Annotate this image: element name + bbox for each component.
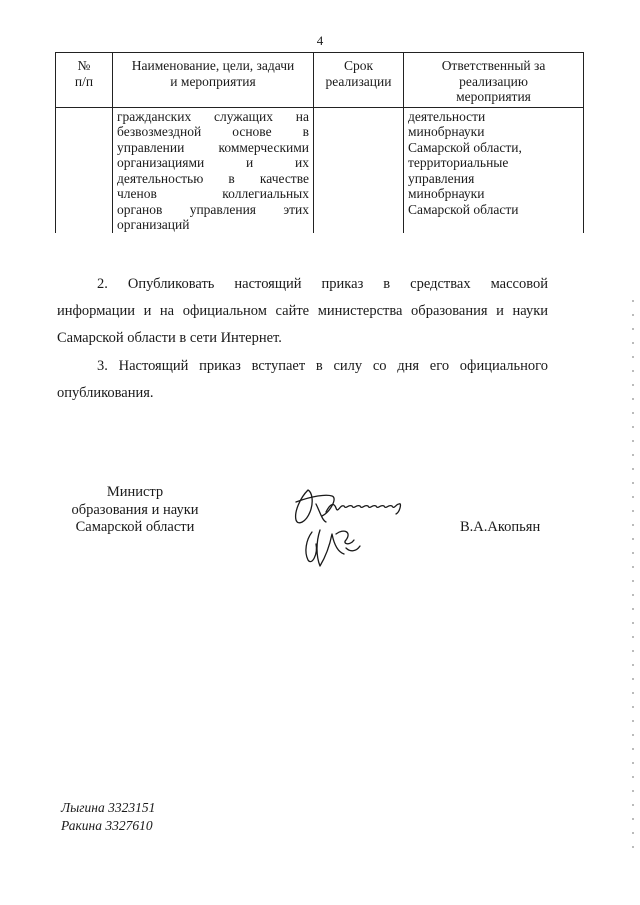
cell-resp-line: Самарской области,: [408, 139, 522, 155]
cell-term: [314, 107, 404, 233]
cell-resp-line: Самарской области: [408, 201, 519, 217]
signer-title: [50, 484, 220, 537]
table-header-row: [56, 53, 584, 108]
paragraph-line: 3. Настоящий приказ вступает в силу со дня его официального: [97, 358, 548, 374]
scan-edge-marks: [632, 300, 634, 860]
cell-name-line: гражданских служащих на: [117, 108, 309, 124]
header-responsible: [404, 53, 584, 108]
header-term-line: реализации: [325, 73, 392, 89]
header-name: [113, 53, 314, 108]
cell-responsible: [404, 107, 584, 233]
paragraph-line: опубликования.: [57, 385, 154, 401]
cell-name-line: деятельностью в качестве: [117, 170, 309, 186]
cell-name-line: органов управления этих: [117, 201, 309, 217]
cell-resp-line: деятельности: [408, 108, 486, 124]
handwritten-signature: [286, 482, 411, 572]
paragraph-2: [57, 271, 548, 352]
header-resp-line: Ответственный за: [441, 58, 546, 73]
cell-name-line: организаций: [117, 217, 190, 232]
contacts: [61, 799, 155, 835]
paragraph-line: 2. Опубликовать настоящий приказ в средствах массовой: [97, 276, 548, 292]
header-resp-line: мероприятия: [456, 89, 531, 104]
cell-name-line: организациями и их: [117, 155, 309, 170]
cell-name: [113, 107, 314, 233]
paragraph-line: Самарской области в сети Интернет.: [57, 330, 282, 346]
header-term: [314, 53, 404, 108]
paragraph-3: [57, 353, 548, 407]
cell-name-line: членов коллегиальных: [117, 186, 309, 201]
contact-line: Лыгина 3323151: [61, 800, 156, 815]
cell-name-line: безвозмездной основе в: [117, 124, 309, 139]
header-name-line: и мероприятия: [170, 73, 256, 89]
signer-title-line: образования и науки: [71, 501, 199, 518]
header-name-line: Наименование, цели, задачи: [131, 58, 295, 73]
header-resp-line: реализацию: [459, 73, 528, 89]
cell-resp-line: территориальные: [408, 155, 509, 170]
cell-resp-line: управления: [408, 170, 475, 186]
page-number: 4: [316, 33, 324, 48]
signer-name: В.А.Акопьян: [460, 519, 541, 535]
measures-table: [55, 52, 584, 233]
cell-name-line: управлении коммерческими: [117, 139, 309, 155]
contact-line: Ракина 3327610: [61, 818, 153, 833]
cell-resp-line: минобрнауки: [408, 124, 485, 139]
signer-title-line: Самарской области: [75, 519, 195, 535]
header-num-line: п/п: [74, 73, 94, 89]
header-term-line: Срок: [343, 58, 374, 73]
cell-num: [56, 107, 113, 233]
cell-resp-line: минобрнауки: [408, 186, 485, 201]
header-num: [56, 53, 113, 108]
table-row: [56, 107, 584, 233]
signer-title-line: Министр: [106, 484, 164, 500]
paragraph-line: информации и на официальном сайте министерства образования и науки: [57, 303, 548, 319]
header-num-line: №: [77, 58, 91, 73]
